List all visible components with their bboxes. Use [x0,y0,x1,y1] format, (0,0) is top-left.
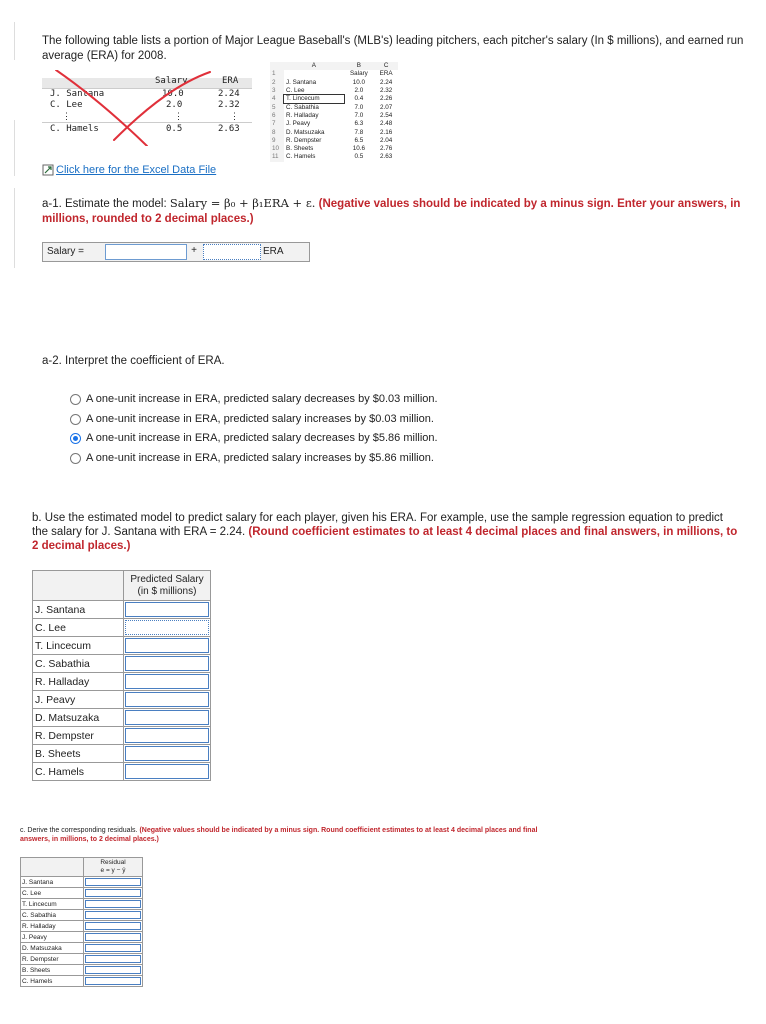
player-name: B. Sheets [33,745,124,763]
question-c [20,826,540,844]
predicted-salary-header [124,571,211,601]
salary-equals-label: Salary = [47,246,84,257]
player-name: R. Halladay [33,673,124,691]
residual-input-cell[interactable] [84,921,143,932]
header-line-1: Residual [100,859,126,866]
predicted-input[interactable] [125,764,209,779]
predicted-input[interactable] [125,728,209,743]
excel-col-letter: C [383,62,389,70]
player-name: C. Lee [33,619,124,637]
player-name: C. Lee [21,888,84,899]
mono-ellipsis: ⋮ [174,112,183,122]
option-label: A one-unit increase in ERA, predicted salary increases by $5.86 million. [86,452,434,464]
excel-cell: B. Sheets [286,145,314,153]
a1-model: Salary = β₀ + β₁ERA + ε. [169,196,316,210]
residual-input-cell[interactable] [84,899,143,910]
radio-button-selected[interactable] [70,433,81,444]
residual-input[interactable] [85,977,141,985]
excel-cell: 2.07 [379,103,393,111]
excel-cell: 7.8 [354,128,364,136]
player-name: J. Peavy [33,691,124,709]
predicted-input-cell[interactable] [124,727,211,745]
predicted-salary-table [32,570,211,781]
option-label: A one-unit increase in ERA, predicted salary increases by $0.03 million. [86,413,434,425]
player-name: D. Matsuzaka [33,709,124,727]
excel-cell: 2.32 [379,87,393,95]
mono-name: C. Hamels [50,124,99,134]
excel-cell: 2.48 [379,120,393,128]
excel-row-num: 8 [270,128,284,136]
player-name: R. Halladay [21,921,84,932]
excel-row-num: 10 [270,145,284,153]
a1-instruction: (Negative values should be indicated by a minus sign. Enter your answers, in millions, rounded to 2 decimal places.) [42,198,741,225]
excel-cell: 2.24 [379,78,393,86]
header-line-2: e = y − ŷ [100,867,126,874]
excel-cell: 2.54 [379,111,393,119]
option-4[interactable] [70,452,434,464]
predicted-input-cell[interactable] [124,673,211,691]
mono-header-salary: Salary [155,76,188,86]
residual-input[interactable] [85,911,141,919]
excel-cell: 2.04 [379,136,393,144]
residual-input[interactable] [85,966,141,974]
residual-input[interactable] [85,878,141,886]
residual-input-cell[interactable] [84,932,143,943]
corner-cell [21,858,84,877]
a1-prefix: a-1. Estimate the model: [42,198,170,210]
excel-cell: 2.26 [379,95,393,103]
option-2[interactable] [70,413,434,425]
excel-file-link[interactable] [42,164,216,176]
player-name: J. Santana [21,877,84,888]
intro-text: The following table lists a portion of Major League Baseball's (MLB's) leading pitchers, each pitcher's salary (In $ millions), and earned run average (ERA) for 2008. [42,35,744,62]
excel-cell: 0.4 [354,95,364,103]
excel-cell: 0.5 [354,153,364,161]
player-name: T. Lincecum [21,899,84,910]
b-text: b. Use the estimated model to predict salary for each player, given his ERA. For example, use the sample regression equation to predict the salary for J. Santana with ERA = 2.24. [32,512,723,538]
c-instruction: (Negative values should be indicated by a minus sign. Round coefficient estimates to at least 4 decimal places and final answers, in millions, to 2 decimal places.) [20,827,538,843]
predicted-input[interactable] [125,710,209,725]
predicted-input[interactable] [125,620,209,635]
intercept-input[interactable] [105,244,187,260]
predicted-input[interactable] [125,602,209,617]
mono-header-era: ERA [222,76,239,86]
residual-input[interactable] [85,944,141,952]
residual-input-cell[interactable] [84,877,143,888]
mono-era: 2.32 [218,100,240,110]
predicted-input-cell[interactable] [124,601,211,619]
excel-row-num: 9 [270,137,284,145]
excel-cell: T. Lincecum [284,95,344,103]
mono-era: 2.24 [218,89,240,99]
option-label: A one-unit increase in ERA, predicted salary decreases by $0.03 million. [86,393,438,405]
residual-input[interactable] [85,933,141,941]
slope-input[interactable] [203,244,261,260]
excel-cell: R. Halladay [286,111,319,119]
predicted-input[interactable] [125,746,209,761]
player-name: C. Hamels [33,763,124,781]
player-name: R. Dempster [33,727,124,745]
a2-title-text: a-2. Interpret the coefficient of ERA. [42,355,225,367]
excel-header-salary: Salary [349,70,368,78]
corner-cell [33,571,124,601]
mono-ellipsis: ⋮ [62,112,71,122]
residual-input[interactable] [85,922,141,930]
excel-data-table [270,62,398,162]
radio-button[interactable] [70,394,81,405]
option-1[interactable] [70,393,438,405]
residual-header [84,858,143,877]
excel-cell: 6.3 [354,120,364,128]
question-a2-title [42,355,225,367]
c-text: c. Derive the corresponding residuals. [20,827,138,834]
residual-input[interactable] [85,889,141,897]
excel-cell: C. Sabathia [286,103,319,111]
data-preview-table [42,70,252,146]
mono-salary: 10.0 [162,89,184,99]
predicted-input-cell[interactable] [124,691,211,709]
player-name: D. Matsuzaka [21,943,84,954]
excel-row-num: 2 [270,79,284,87]
option-label: A one-unit increase in ERA, predicted salary decreases by $5.86 million. [86,432,438,444]
excel-col-letter: A [311,62,316,70]
mono-ellipsis: ⋮ [230,112,239,122]
predicted-input[interactable] [125,656,209,671]
header-line-1: Predicted Salary [130,573,204,585]
predicted-input[interactable] [125,638,209,653]
excel-cell: 2.63 [379,153,393,161]
predicted-input[interactable] [125,692,209,707]
player-name: C. Sabathia [33,655,124,673]
excel-cell: J. Peavy [286,120,311,128]
player-name: J. Santana [33,601,124,619]
plus-sign: + [191,245,197,256]
excel-cell: C. Lee [286,87,305,95]
predicted-input-cell[interactable] [124,745,211,763]
residual-input-cell[interactable] [84,954,143,965]
residual-input-cell[interactable] [84,888,143,899]
mono-salary: 2.0 [166,100,183,110]
player-name: C. Sabathia [21,910,84,921]
red-x-annotation [42,70,252,146]
radio-button[interactable] [70,414,81,425]
player-name: J. Peavy [21,932,84,943]
residual-input[interactable] [85,955,141,963]
player-name: R. Dempster [21,954,84,965]
residual-input-cell[interactable] [84,965,143,976]
radio-button[interactable] [70,453,81,464]
predicted-input-cell[interactable] [124,637,211,655]
predicted-input[interactable] [125,674,209,689]
excel-cell: R. Dempster [286,136,322,144]
player-name: T. Lincecum [33,637,124,655]
era-label: ERA [263,246,284,257]
excel-cell: 2.0 [354,87,364,95]
excel-file-icon [42,164,54,176]
excel-cell: 2.76 [379,145,393,153]
excel-row-num: 6 [270,112,284,120]
excel-row-num: 1 [270,70,284,78]
b-instruction: (Round coefficient estimates to at least 4 decimal places and final answers, in millions, to 2 decimal places.) [32,526,738,552]
excel-row-num: 11 [270,153,284,161]
mono-name: C. Lee [50,100,83,110]
player-name: B. Sheets [21,965,84,976]
excel-cell: 6.5 [354,136,364,144]
excel-row-num: 5 [270,103,284,111]
excel-cell [284,70,344,78]
header-line-2: (in $ millions) [137,585,197,597]
predicted-input-cell[interactable] [124,709,211,727]
excel-cell: 10.0 [352,78,366,86]
predicted-input-cell[interactable] [124,763,211,781]
residual-input-cell[interactable] [84,910,143,921]
predicted-input-cell[interactable] [124,655,211,673]
predicted-input-cell[interactable] [124,619,211,637]
residual-input-cell[interactable] [84,943,143,954]
excel-header-era: ERA [379,70,393,78]
excel-link-text[interactable]: Click here for the Excel Data File [56,164,217,176]
residual-input[interactable] [85,900,141,908]
mono-salary: 0.5 [166,124,183,134]
question-b [32,511,742,553]
excel-cell: 10.6 [352,145,366,153]
option-3[interactable] [70,432,438,444]
excel-cell: D. Matsuzaka [286,128,325,136]
equation-row [42,242,310,262]
excel-row-num: 4 [270,95,284,103]
residual-input-cell[interactable] [84,976,143,987]
excel-cell: 7.0 [354,103,364,111]
excel-cell: C. Hamels [286,153,316,161]
mono-era: 2.63 [218,124,240,134]
excel-col-letter: B [356,62,361,70]
residual-table [20,857,143,987]
excel-cell: 7.0 [354,111,364,119]
excel-cell: J. Santana [286,78,317,86]
excel-row-num: 7 [270,120,284,128]
excel-row-num: 3 [270,87,284,95]
player-name: C. Hamels [21,976,84,987]
excel-cell: 2.16 [379,128,393,136]
question-a1 [42,196,742,227]
mono-name: J. Santana [50,89,105,99]
